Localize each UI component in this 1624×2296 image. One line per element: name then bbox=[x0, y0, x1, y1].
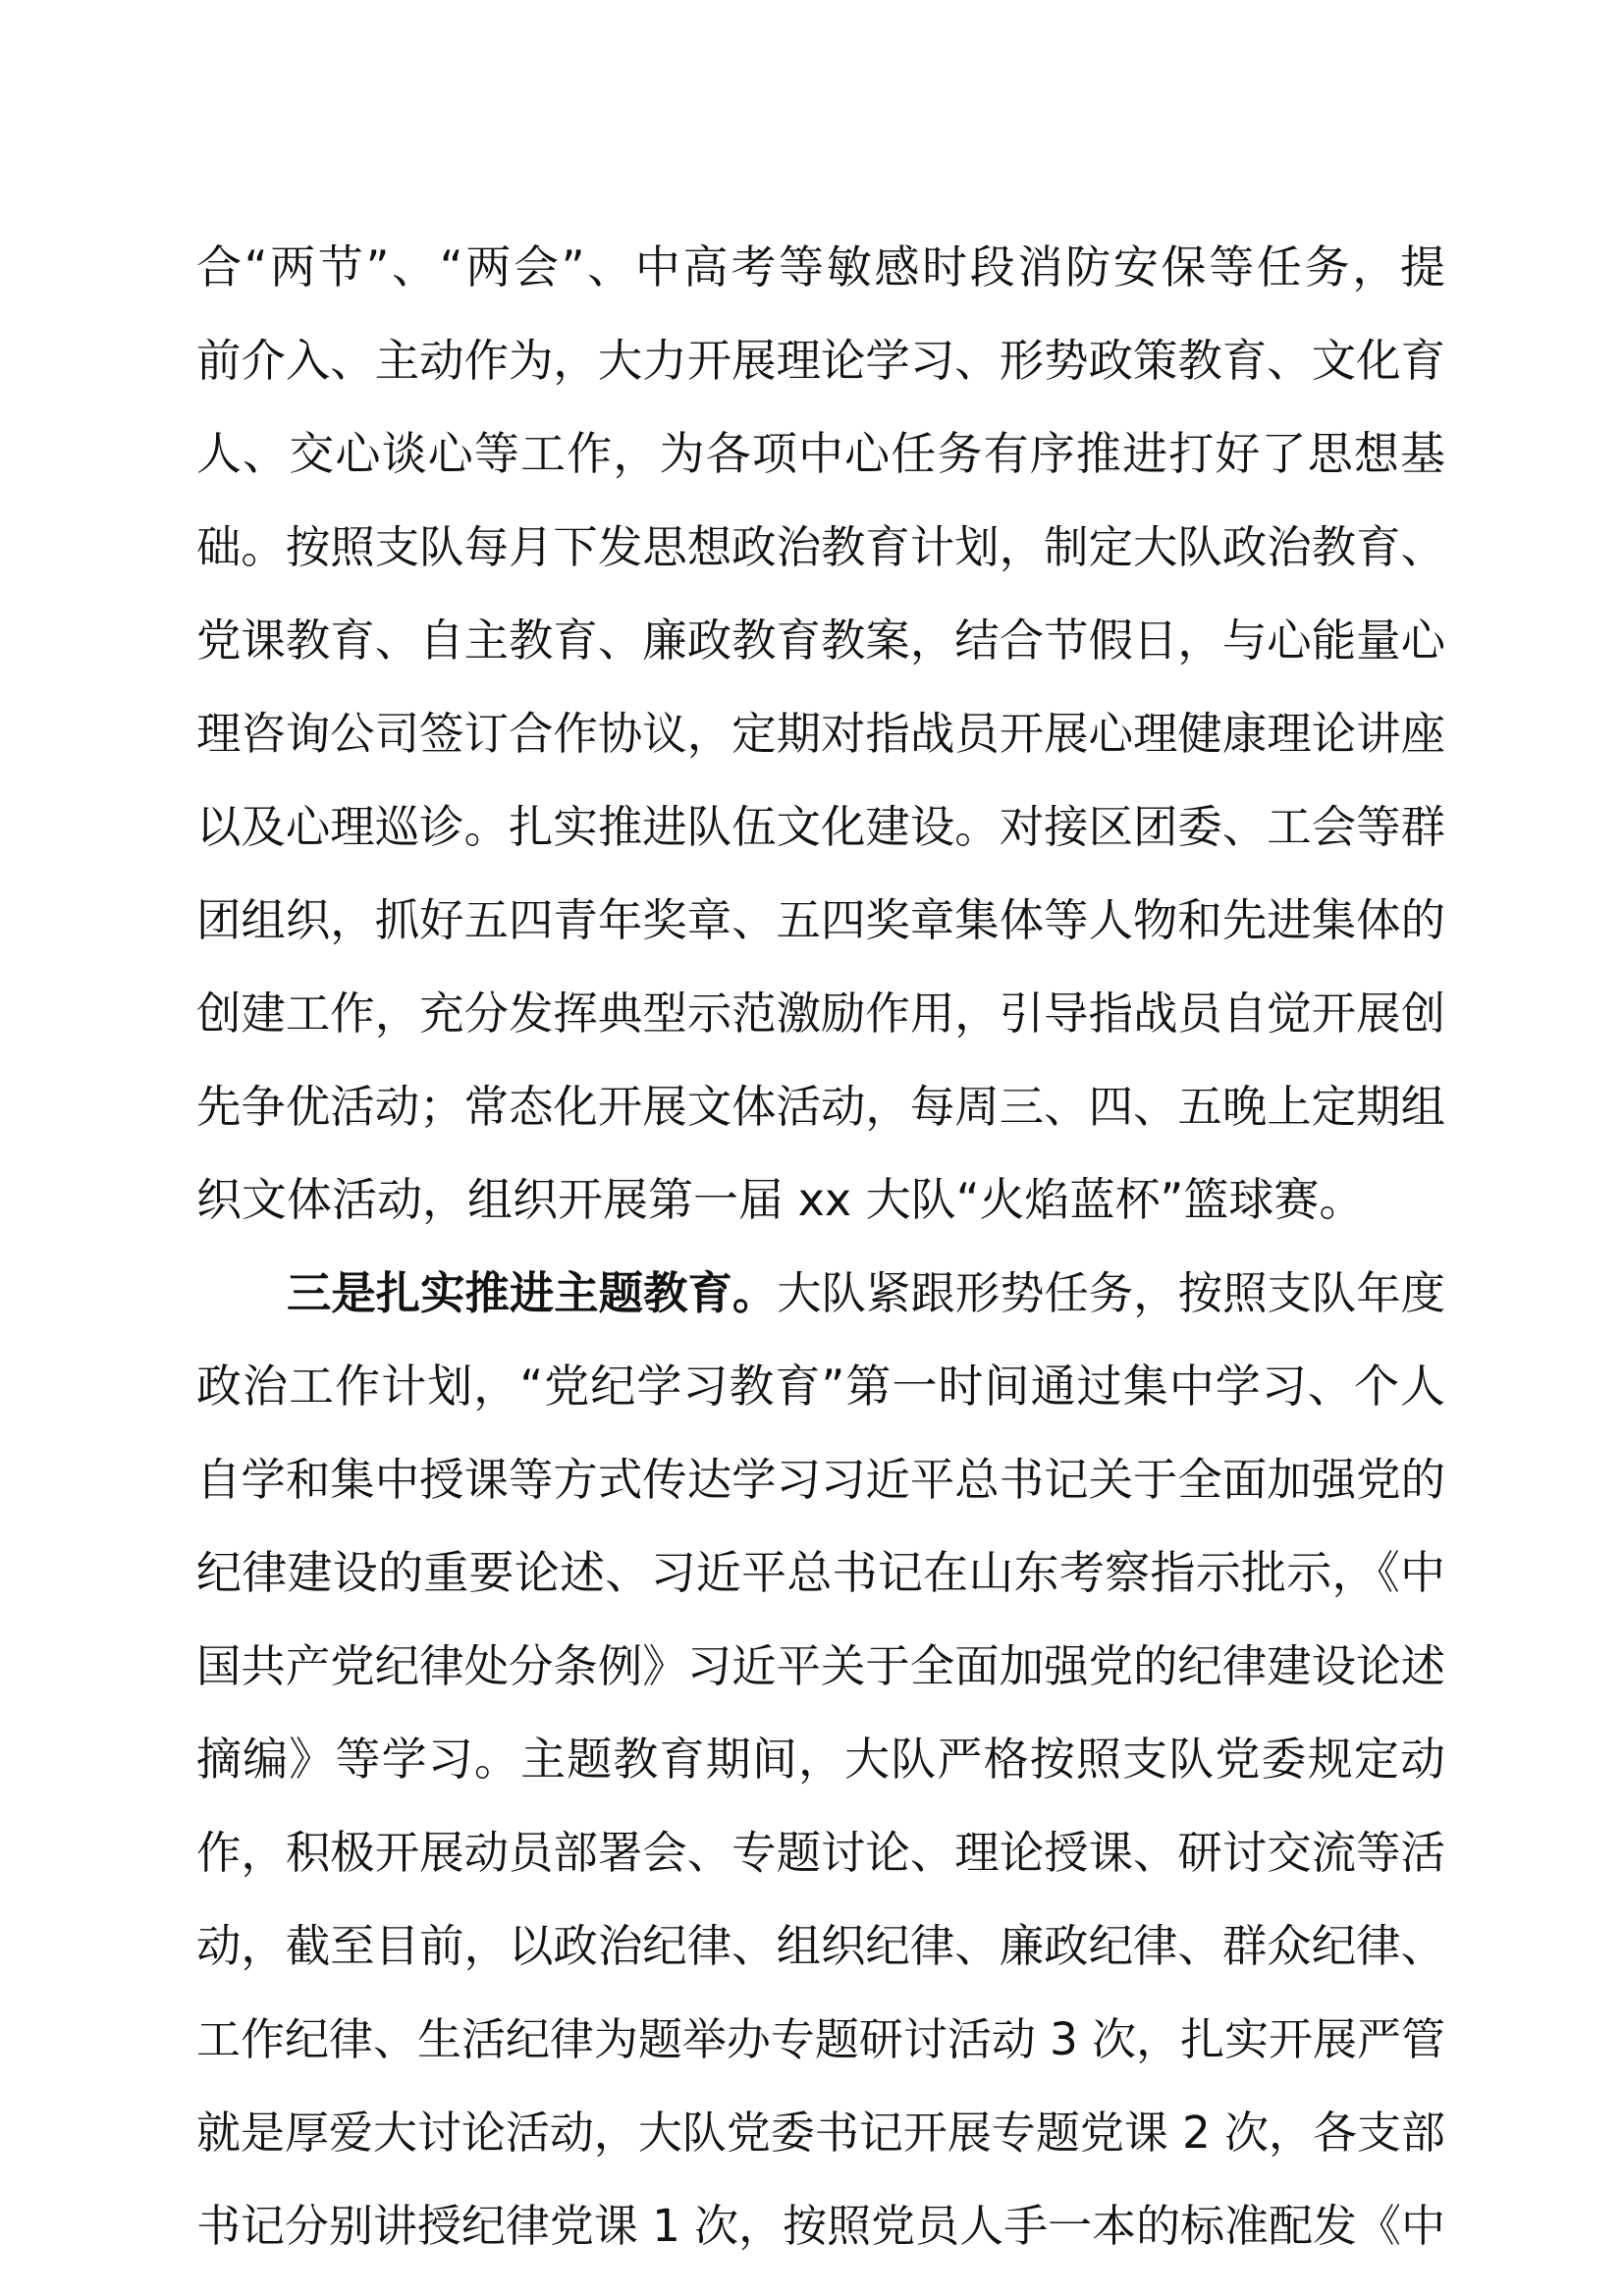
paragraph-heading: 三是扎实推进主题教育。 bbox=[287, 1267, 778, 1319]
text-line: 团组织，抓好五四青年奖章、五四奖章集体等人物和先进集体的 bbox=[196, 894, 1445, 946]
document-body bbox=[196, 221, 1445, 2272]
text-line: 就是厚爱大讨论活动，大队党委书记开展专题党课 2 次，各支部 bbox=[196, 2107, 1445, 2159]
text-line: 织文体活动，组织开展第一届 xx 大队“火焰蓝杯”篮球赛。 bbox=[196, 1173, 1365, 1226]
text-line: 以及心理巡诊。扎实推进队伍文化建设。对接区团委、工会等群 bbox=[196, 801, 1445, 853]
text-line: 础。按照支队每月下发思想政治教育计划，制定大队政治教育、 bbox=[196, 521, 1445, 573]
text-line: 理咨询公司签订合作协议，定期对指战员开展心理健康理论讲座 bbox=[196, 708, 1445, 760]
text-line: 前介入、主动作为，大力开展理论学习、形势政策教育、文化育 bbox=[196, 335, 1445, 387]
text-line-first bbox=[196, 1247, 1445, 1340]
text-line: 自学和集中授课等方式传达学习习近平总书记关于全面加强党的 bbox=[196, 1454, 1445, 1506]
text-line: 党课教育、自主教育、廉政教育教案，结合节假日，与心能量心 bbox=[196, 614, 1445, 667]
text-line: 动，截至目前，以政治纪律、组织纪律、廉政纪律、群众纪律、 bbox=[196, 1920, 1445, 1972]
text-line: 政治工作计划，“党纪学习教育”第一时间通过集中学习、个人 bbox=[196, 1360, 1445, 1413]
text-line: 国共产党纪律处分条例》习近平关于全面加强党的纪律建设论述 bbox=[196, 1640, 1445, 1692]
text-line: 人、交心谈心等工作，为各项中心任务有序推进打好了思想基 bbox=[196, 427, 1445, 480]
text-line: 摘编》等学习。主题教育期间，大队严格按照支队党委规定动 bbox=[196, 1733, 1445, 1786]
text-line: 作，积极开展动员部署会、专题讨论、理论授课、研讨交流等活 bbox=[196, 1827, 1445, 1879]
text-line: 创建工作，充分发挥典型示范激励作用，引导指战员自觉开展创 bbox=[196, 988, 1445, 1040]
text-line: 工作纪律、生活纪律为题举办专题研讨活动 3 次，扎实开展严管 bbox=[196, 2013, 1445, 2065]
heading-continuation: 大队紧跟形势任务，按照支队年度 bbox=[777, 1267, 1445, 1319]
text-line: 先争优活动；常态化开展文体活动，每周三、四、五晚上定期组 bbox=[196, 1081, 1445, 1133]
text-line: 合“两节”、“两会”、中高考等敏感时段消防安保等任务，提 bbox=[196, 240, 1445, 294]
paragraph-2 bbox=[196, 1247, 1445, 2272]
paragraph-1 bbox=[196, 221, 1445, 1247]
text-line: 纪律建设的重要论述、习近平总书记在山东考察指示批示，《中 bbox=[196, 1546, 1445, 1599]
text-line: 书记分别讲授纪律党课 1 次，按照党员人手一本的标准配发《中 bbox=[196, 2200, 1445, 2252]
